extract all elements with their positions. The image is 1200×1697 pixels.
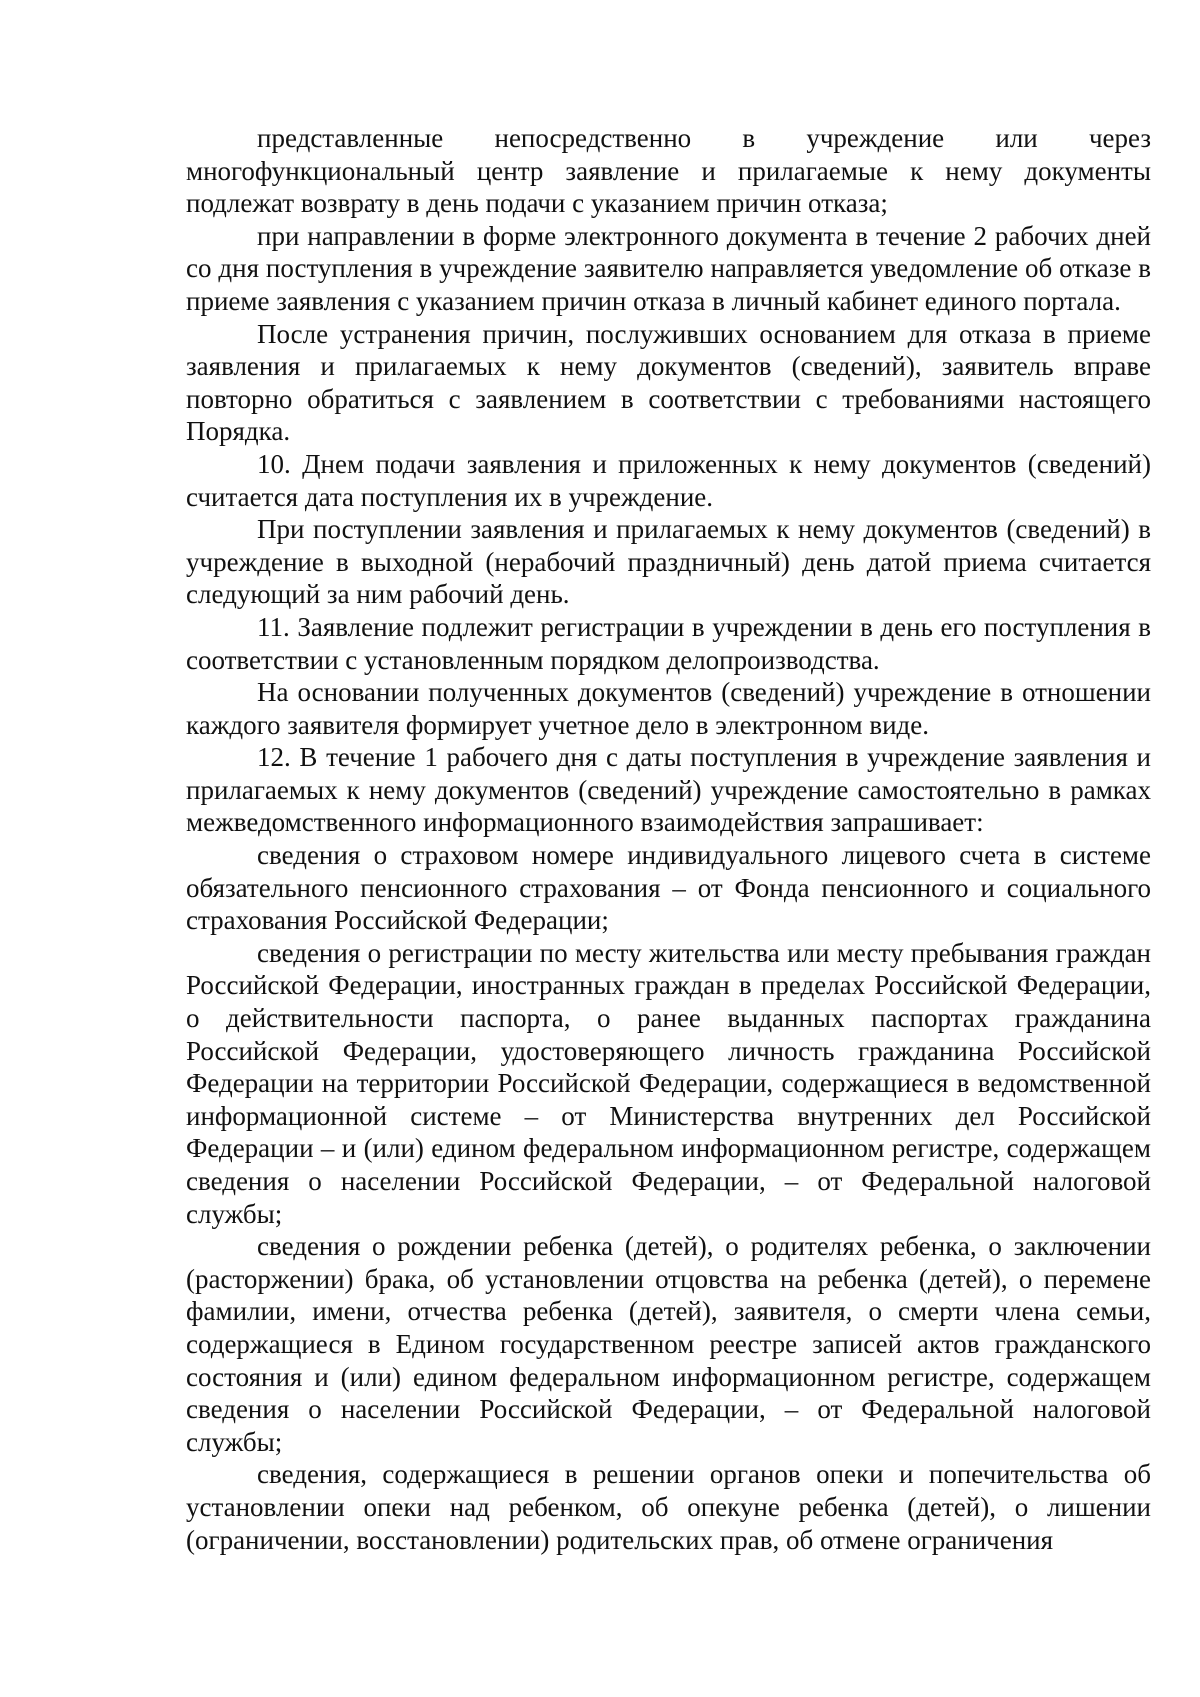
paragraph-electronic-refusal-notice: при направлении в форме электронного документа в течение 2 рабочих дней со дня поступления в учреждение заявителю направляется уведомление об отказе в приеме заявления с указанием причин отказа в личный кабинет единого портала. — [186, 220, 1151, 316]
paragraph-item-10: 10. Днем подачи заявления и приложенных к нему документов (сведений) считается дата поступления их в учреждение. — [186, 448, 1151, 512]
paragraph-item-11: 11. Заявление подлежит регистрации в учреждении в день его поступления в соответствии с установленным порядком делопроизводства. — [186, 611, 1151, 675]
paragraph-snils-info: сведения о страховом номере индивидуального лицевого счета в системе обязательного пенсионного страхования – от Фонда пенсионного и социального страхования Российской Федерации; — [186, 840, 1151, 936]
paragraph-guardianship-info: сведения, содержащиеся в решении органов опеки и попечительства об установлении опеки над ребенком, об опекуне ребенка (детей), о лишении (ограничении, восстановлении) родительских прав, об отмене ограничения — [186, 1459, 1151, 1555]
document-body — [186, 122, 1151, 1556]
paragraph-case-file: На основании полученных документов (сведений) учреждение в отношении каждого заявителя формирует учетное дело в электронном виде. — [186, 677, 1151, 740]
paragraph-registration-info: сведения о регистрации по месту жительства или месту пребывания граждан Российской Федерации, иностранных граждан в пределах Российской Федерации, о действительности паспорта, о ранее выданных паспортах гражданина Российской Федерации, удостоверяющего личность гражданина Российской Федерации на территории Российской Федерации, содержащиеся в ведомственной информационной системе – от Министерства внутренних дел Российской Федерации – и (или) едином федеральном информационном регистре, содержащем сведения о населении Российской Федерации, – от Федеральной налоговой службы; — [186, 937, 1151, 1229]
paragraph-resubmission: После устранения причин, послуживших основанием для отказа в приеме заявления и прилагаемых к нему документов (сведений), заявитель вправе повторно обратиться с заявлением в соответствии с требованиями настоящего Порядка. — [186, 318, 1151, 447]
paragraph-item-12: 12. В течение 1 рабочего дня с даты поступления в учреждение заявления и прилагаемых к нему документов (сведений) учреждение самостоятельно в рамках межведомственного информационного взаимодействия запрашивает: — [186, 742, 1151, 838]
paragraph-civil-status-info: сведения о рождении ребенка (детей), о родителях ребенка, о заключении (расторжении) брака, об установлении отцовства на ребенка (детей), о перемене фамилии, имени, отчества ребенка (детей), заявителя, о смерти члена семьи, содержащиеся в Едином государственном реестре записей актов гражданского состояния и (или) едином федеральном информационном регистре, содержащем сведения о населении Российской Федерации, – от Федеральной налоговой службы; — [186, 1231, 1151, 1457]
paragraph-return-documents: представленные непосредственно в учреждение или через многофункциональный центр заявление и прилагаемые к нему документы подлежат возврату в день подачи с указанием причин отказа; — [186, 123, 1151, 219]
paragraph-holiday-receipt: При поступлении заявления и прилагаемых к нему документов (сведений) в учреждение в выходной (нерабочий праздничный) день датой приема считается следующий за ним рабочий день. — [186, 514, 1151, 610]
